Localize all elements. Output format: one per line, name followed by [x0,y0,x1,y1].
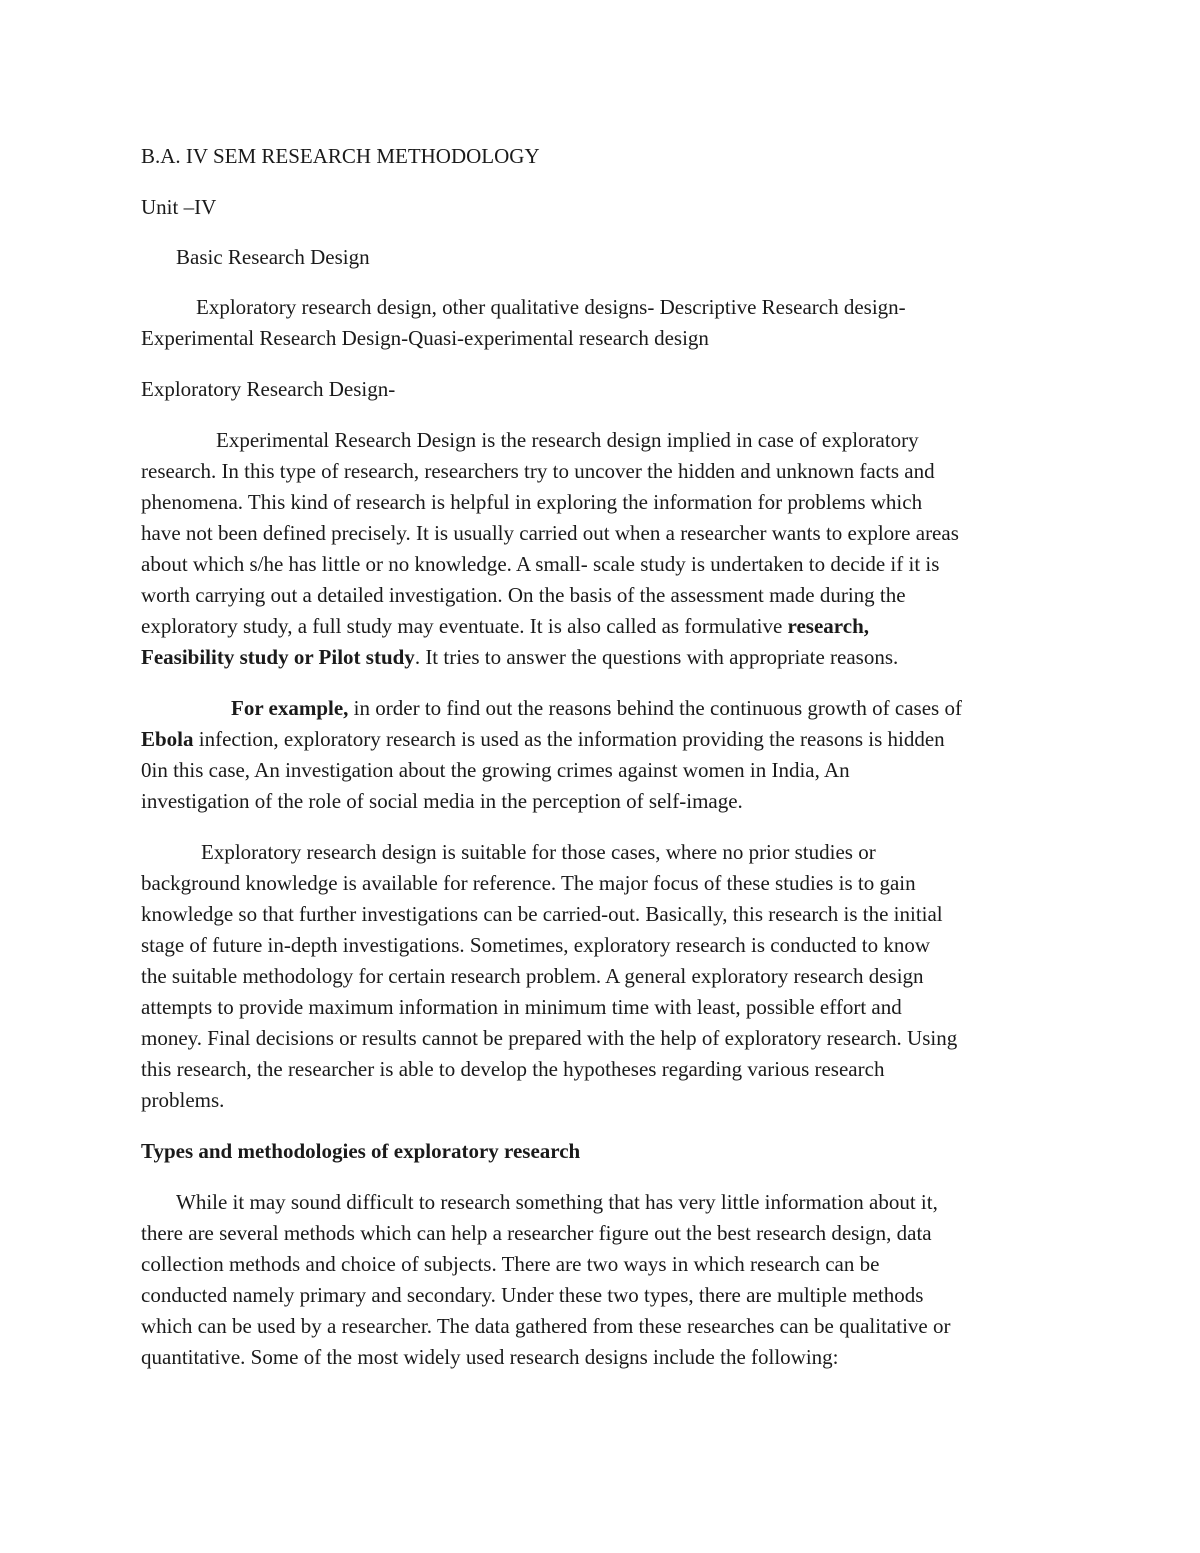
unit-label: Unit –IV [141,195,217,219]
paragraph-line: knowledge so that further investigations can be carried-out. Basically, this research is the initial [141,902,943,926]
bold-term: Feasibility study or Pilot study [141,645,415,669]
bold-term: For example, [231,696,349,720]
paragraph-line [231,693,962,724]
paragraph-line: investigation of the role of social media in the perception of self-image. [141,789,743,813]
paragraph-line: stage of future in-depth investigations. Sometimes, exploratory research is conducted to know [141,933,931,957]
paragraph-line: there are several methods which can help a researcher figure out the best research design, data [141,1221,932,1245]
topics-line: Exploratory research design, other qualitative designs- Descriptive Research design- [196,295,906,319]
text-run: . It tries to answer the questions with appropriate reasons. [414,645,899,669]
paragraph-line [141,724,945,755]
paragraph-line: research. In this type of research, researchers try to uncover the hidden and unknown facts and [141,459,935,483]
section-title: Basic Research Design [176,245,370,269]
paragraph-line: attempts to provide maximum information in minimum time with least, possible effort and [141,995,902,1019]
paragraph-line: have not been defined precisely. It is usually carried out when a researcher wants to explore areas [141,521,959,545]
paragraph-line [141,611,869,642]
paragraph-line: the suitable methodology for certain research problem. A general exploratory research design [141,964,924,988]
paragraph-line [141,642,898,673]
types-heading: Types and methodologies of exploratory research [141,1139,581,1163]
document-header: B.A. IV SEM RESEARCH METHODOLOGY [141,144,540,168]
paragraph-line: Experimental Research Design is the research design implied in case of exploratory [216,428,919,452]
topics-line: Experimental Research Design-Quasi-experimental research design [141,326,709,350]
paragraph-line: conducted namely primary and secondary. Under these two types, there are multiple methods [141,1283,924,1307]
paragraph-line: collection methods and choice of subjects. There are two ways in which research can be [141,1252,880,1276]
bold-term: Ebola [141,727,194,751]
paragraph-line: background knowledge is available for reference. The major focus of these studies is to gain [141,871,916,895]
text-run: infection, exploratory research is used as the information providing the reasons is hidden [193,727,945,751]
text-run: in order to find out the reasons behind the continuous growth of cases of [348,696,962,720]
paragraph-line: money. Final decisions or results cannot be prepared with the help of exploratory research. Using [141,1026,958,1050]
paragraph-line: 0in this case, An investigation about the growing crimes against women in India, An [141,758,850,782]
paragraph-line: problems. [141,1088,225,1112]
paragraph-line: which can be used by a researcher. The data gathered from these researches can be qualitative or [141,1314,951,1338]
paragraph-line: about which s/he has little or no knowledge. A small- scale study is undertaken to decide if it is [141,552,940,576]
paragraph-line: this research, the researcher is able to develop the hypotheses regarding various research [141,1057,885,1081]
paragraph-line: Exploratory research design is suitable for those cases, where no prior studies or [201,840,876,864]
paragraph-line: worth carrying out a detailed investigation. On the basis of the assessment made during the [141,583,906,607]
exploratory-heading: Exploratory Research Design- [141,377,396,401]
paragraph-line: phenomena. This kind of research is helpful in exploring the information for problems which [141,490,923,514]
paragraph-line: While it may sound difficult to research something that has very little information about it, [176,1190,938,1214]
text-run: exploratory study, a full study may eventuate. It is also called as formulative [141,614,788,638]
paragraph-line: quantitative. Some of the most widely used research designs include the following: [141,1345,839,1369]
bold-term: research, [787,614,869,638]
